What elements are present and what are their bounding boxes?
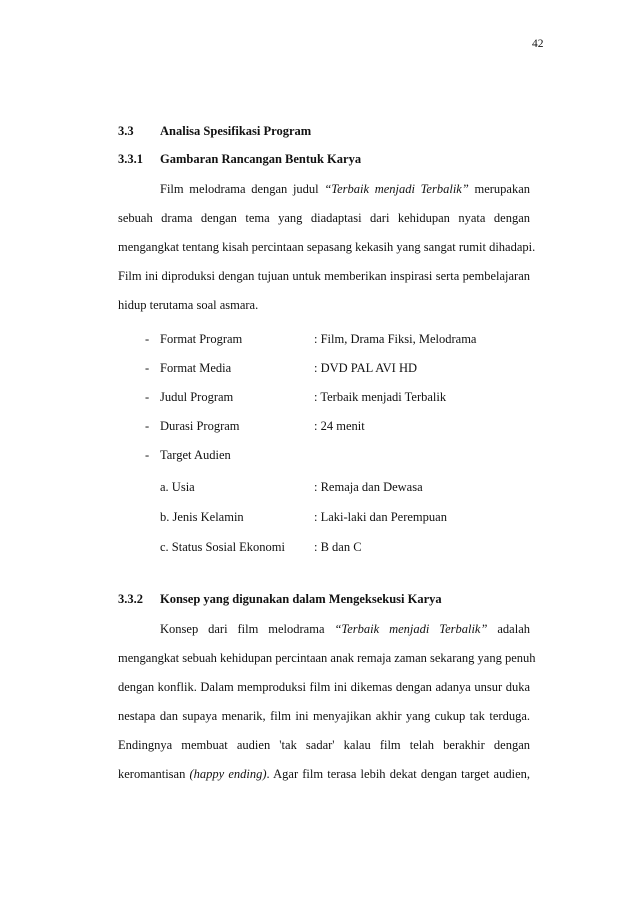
para1-line4: Film ini diproduksi dengan tujuan untuk memberikan inspirasi serta pembelajaran — [118, 269, 530, 283]
section-title: Gambaran Rancangan Bentuk Karya — [160, 152, 362, 166]
text-run: adalah — [487, 622, 530, 636]
section-number: 3.3 — [118, 124, 134, 138]
bullet-dash: - — [145, 361, 150, 375]
spec-value: : Film, Drama Fiksi, Melodrama — [314, 332, 477, 346]
target-value: : Remaja dan Dewasa — [314, 480, 423, 494]
para2-line4: nestapa dan supaya menarik, film ini menyajikan akhir yang cukup tak terduga. — [118, 709, 530, 723]
para1-line2: sebuah drama dengan tema yang diadaptasi dari kehidupan nyata dengan — [118, 211, 530, 225]
target-label: b. Jenis Kelamin — [160, 510, 244, 524]
section-heading-3-3 — [118, 124, 311, 139]
text-run: merupakan — [468, 182, 530, 196]
spec-value: : 24 menit — [314, 419, 365, 433]
spec-value: : DVD PAL AVI HD — [314, 361, 418, 375]
spec-value: : Terbaik menjadi Terbalik — [314, 390, 447, 404]
bullet-dash: - — [145, 448, 150, 462]
section-heading-3-3-1 — [118, 152, 361, 167]
para2-line2: mengangkat sebuah kehidupan percintaan anak remaja zaman sekarang yang penuh — [118, 651, 536, 665]
para2-line3: dengan konflik. Dalam memproduksi film ini dikemas dengan adanya unsur duka — [118, 680, 530, 694]
italic-title: “Terbaik menjadi Terbalik” — [324, 182, 469, 196]
para1-line1 — [160, 182, 530, 197]
target-label: c. Status Sosial Ekonomi — [160, 540, 285, 554]
bullet-dash: - — [145, 419, 150, 433]
italic-phrase: (happy ending) — [189, 767, 267, 781]
bullet-dash: - — [145, 332, 150, 346]
spec-label: Format Media — [160, 361, 232, 375]
section-title: Konsep yang digunakan dalam Mengeksekusi Karya — [160, 592, 442, 606]
target-label: a. Usia — [160, 480, 195, 494]
text-run: Konsep dari film melodrama — [160, 622, 335, 636]
page-number: 42 — [532, 38, 544, 50]
spec-label: Durasi Program — [160, 419, 240, 433]
para2-line6 — [118, 767, 530, 782]
italic-title: “Terbaik menjadi Terbalik” — [334, 622, 488, 636]
text-run: Film melodrama dengan judul — [160, 182, 325, 196]
spec-label: Judul Program — [160, 390, 234, 404]
text-run: . Agar film terasa lebih dekat dengan target audien, — [266, 767, 530, 781]
section-title: Analisa Spesifikasi Program — [160, 124, 312, 138]
target-value: : B dan C — [314, 540, 362, 554]
para2-line5: Endingnya membuat audien 'tak sadar' kalau film telah berakhir dengan — [118, 738, 530, 752]
section-heading-3-3-2 — [118, 592, 442, 607]
text-run: keromantisan — [118, 767, 190, 781]
target-value: : Laki-laki dan Perempuan — [314, 510, 447, 524]
para2-line1 — [160, 622, 530, 637]
para1-line3: mengangkat tentang kisah percintaan sepasang kekasih yang sangat rumit dihadapi. — [118, 240, 536, 254]
section-number: 3.3.1 — [118, 152, 143, 166]
spec-label: Format Program — [160, 332, 243, 346]
bullet-dash: - — [145, 390, 150, 404]
para1-line5: hidup terutama soal asmara. — [118, 298, 259, 312]
spec-label: Target Audien — [160, 448, 231, 462]
section-number: 3.3.2 — [118, 592, 143, 606]
